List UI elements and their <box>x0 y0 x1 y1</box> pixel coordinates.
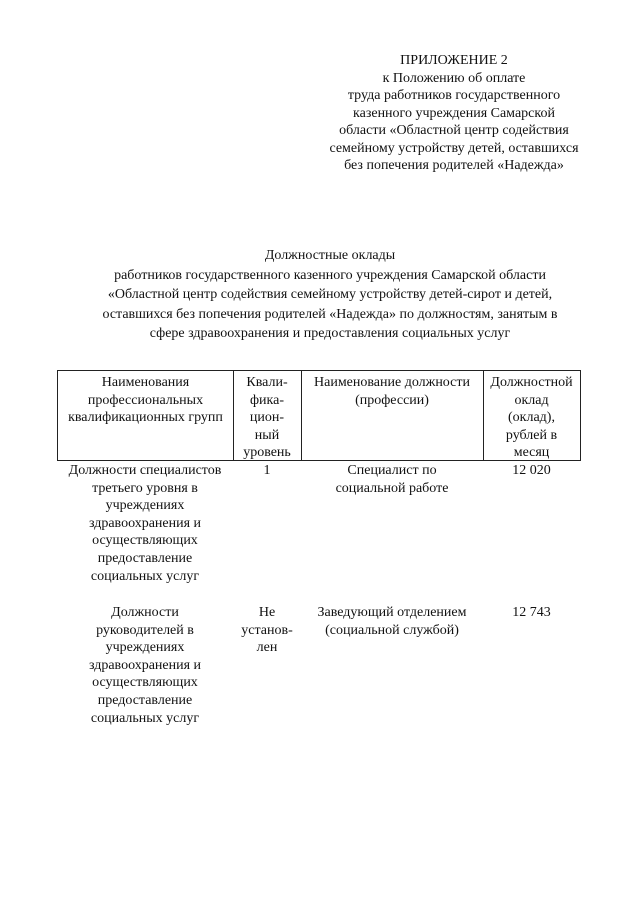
appendix-line: области «Областной центр содействия <box>339 123 569 138</box>
title-line: Должностные оклады <box>264 248 396 263</box>
header-salary: Должностной оклад (оклад), рублей в месяц <box>490 375 573 461</box>
row2-salary: 12 743 <box>512 605 551 620</box>
title-line: сфере здравоохранения и предоставления социальных услуг <box>149 326 511 341</box>
row2-position: Заведующий отделением (социальной службой) <box>317 605 467 638</box>
row2-level: Не установ- лен <box>241 605 293 656</box>
appendix-line: ПРИЛОЖЕНИЕ 2 <box>400 53 508 68</box>
appendix-line: труда работников государственного <box>347 88 561 103</box>
appendix-line: казенного учреждения Самарской <box>353 105 555 121</box>
title-line: оставшихся без попечения родителей «Надежда» по должностям, занятым в <box>102 306 558 322</box>
row2-group: Должности руководителей в учреждениях здравоохранения и осуществляющих предоставление социальных услуг <box>88 605 202 726</box>
title-line: работников государственного казенного учреждения Самарской области <box>114 267 546 283</box>
row1-level: 1 <box>263 463 271 478</box>
appendix-line: без попечения родителей «Надежда» <box>344 158 564 173</box>
row1-position: Специалист по социальной работе <box>335 463 449 496</box>
header-qualification-level: Квали- фика- цион- ный уровень <box>243 375 291 461</box>
title-line: «Областной центр содействия семейному устройству детей-сирот и детей, <box>107 287 553 302</box>
salary-table-header <box>57 370 581 461</box>
document-title <box>40 246 620 344</box>
appendix-line: к Положению об оплате <box>382 70 526 86</box>
appendix-header <box>318 52 590 175</box>
appendix-line: семейному устройству детей, оставшихся <box>329 140 579 156</box>
header-group-name: Наименования профессиональных квалификационных групп <box>68 375 223 426</box>
row1-salary: 12 020 <box>512 463 551 478</box>
header-position-name: Наименование должности (профессии) <box>314 375 470 408</box>
row1-group: Должности специалистов третьего уровня в учреждениях здравоохранения и осуществляющих предоставление социальных услуг <box>68 463 222 584</box>
